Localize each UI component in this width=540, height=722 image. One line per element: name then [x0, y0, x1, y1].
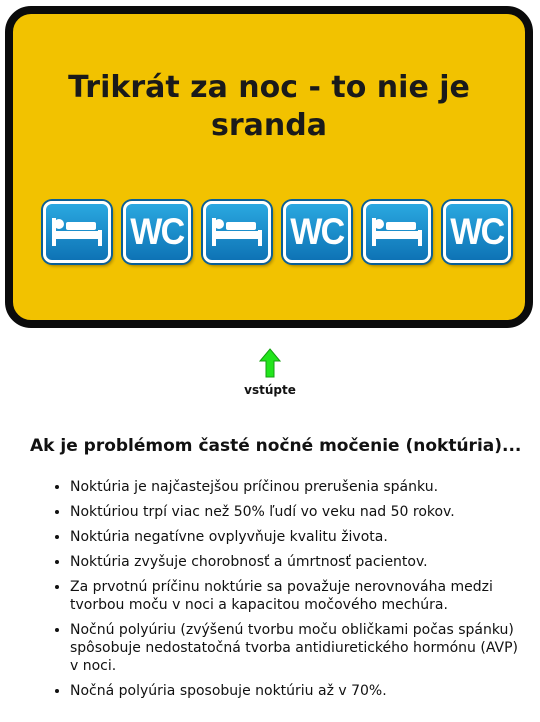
list-item: • Noktúriou trpí viac než 50% ľudí vo veku nad 50 rokov.	[70, 503, 525, 521]
banner[interactable]	[5, 6, 533, 328]
section-heading: Ak je problémom časté nočné močenie (noktúria)...	[30, 436, 522, 456]
enter-label[interactable]: vstúpte	[244, 383, 296, 397]
icon-row	[43, 201, 511, 263]
info-list	[70, 478, 525, 707]
up-arrow-icon	[259, 348, 281, 378]
bed-icon	[203, 201, 271, 263]
list-item: • Noktúria negatívne ovplyvňuje kvalitu života.	[70, 528, 525, 546]
list-item: • Nočná polyúria sposobuje noktúriu až v 70%.	[70, 682, 525, 700]
list-item: • Noktúria je najčastejšou príčinou prerušenia spánku.	[70, 478, 525, 496]
banner-title: Trikrát za noc - to nie je sranda	[68, 70, 470, 143]
enter-link[interactable]	[230, 348, 310, 397]
wc-icon	[123, 201, 191, 263]
list-item: • Noktúria zvyšuje chorobnosť a úmrtnosť pacientov.	[70, 553, 525, 571]
list-item: • Nočnú polyúriu (zvýšenú tvorbu moču obličkami počas spánku) spôsobuje nedostatočná tvorba antidiuretického hormónu (AVP) v noci.	[70, 621, 525, 675]
wc-label: WC	[130, 211, 184, 252]
wc-label: WC	[450, 211, 504, 252]
wc-icon	[443, 201, 511, 263]
wc-label: WC	[290, 211, 344, 252]
wc-icon	[283, 201, 351, 263]
bed-icon	[43, 201, 111, 263]
bed-icon	[363, 201, 431, 263]
list-item: • Za prvotnú príčinu noktúrie sa považuje nerovnováha medzi tvorbou moču v noci a kapacitou močového mechúra.	[70, 578, 525, 614]
